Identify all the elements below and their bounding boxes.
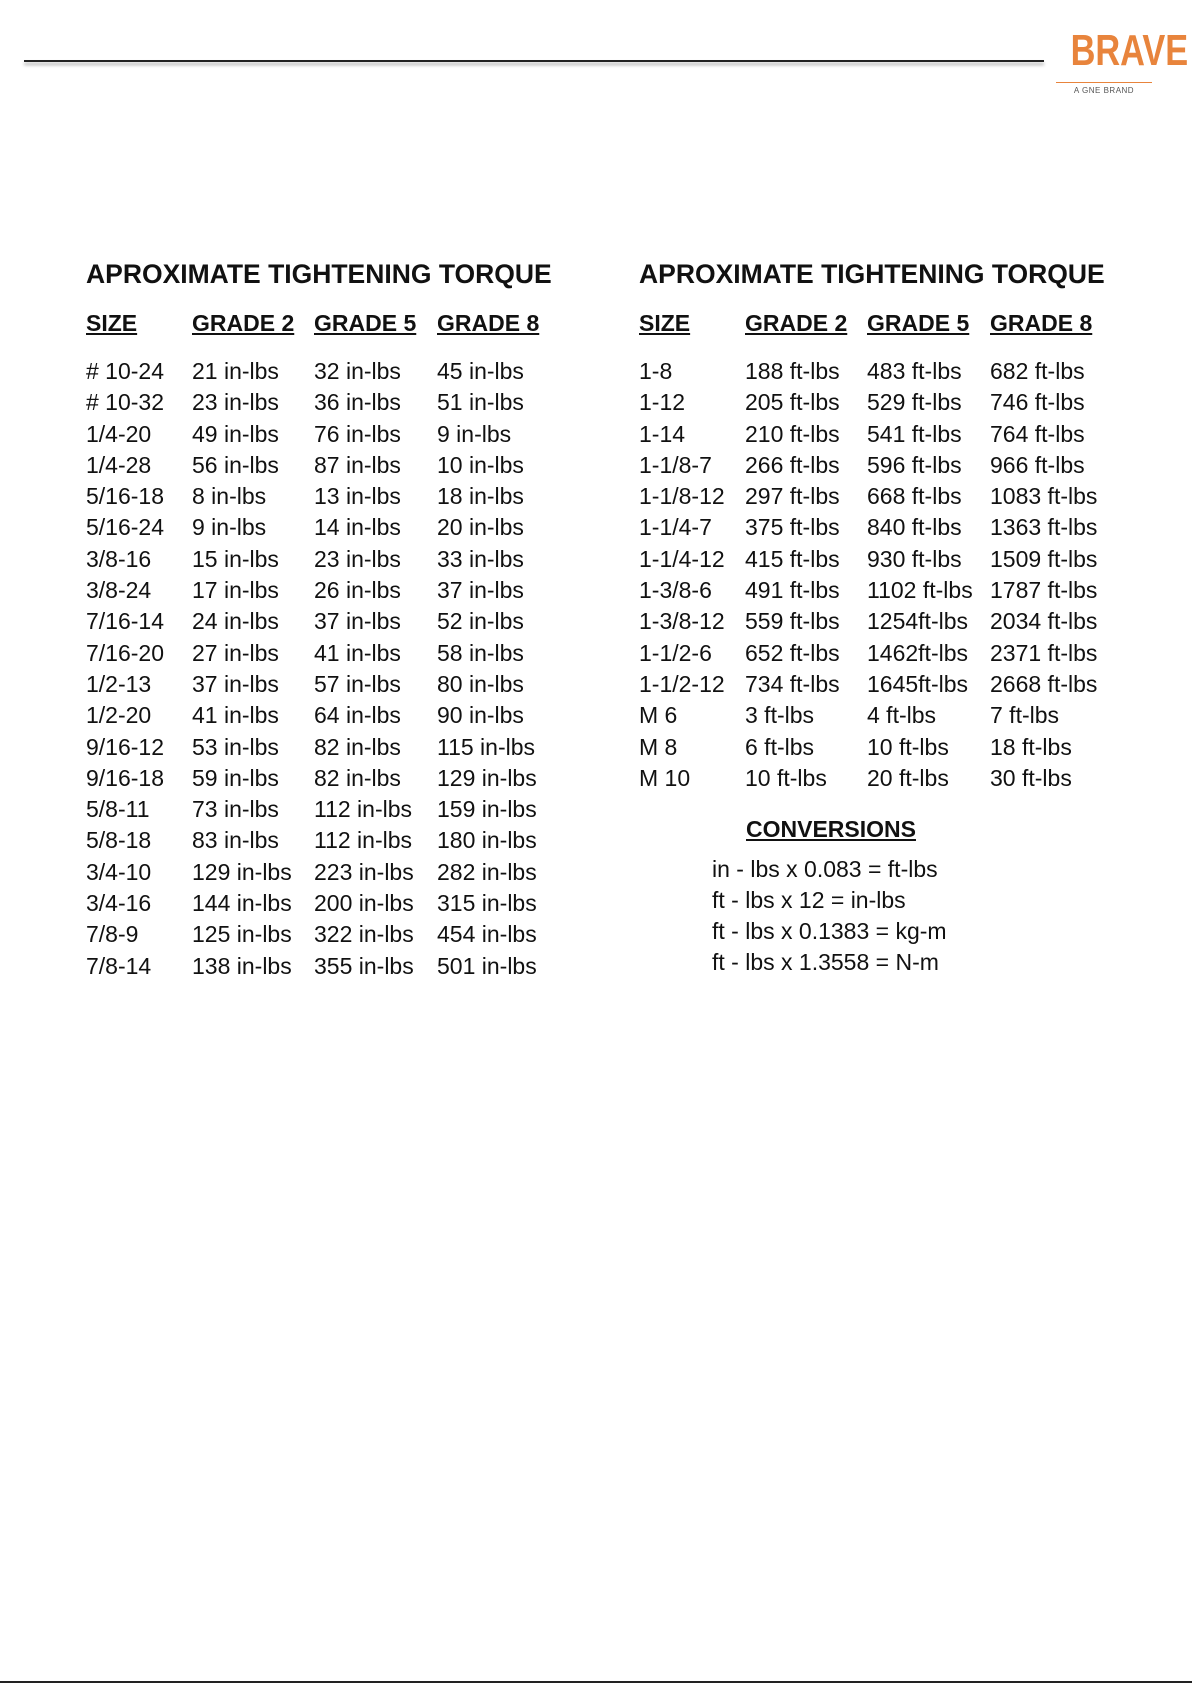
grade-2-cell: 23 in-lbs [192, 389, 279, 416]
grade-8-cell: 115 in-lbs [437, 733, 536, 760]
grade-5-cell: 26 in-lbs [314, 577, 401, 604]
table-row [86, 919, 555, 950]
grade-8-cell: 30 ft-lbs [990, 764, 1072, 791]
grade-5-cell: 541 ft-lbs [867, 420, 962, 447]
size-cell: 1-1/8-7 [639, 451, 712, 478]
grade-2-cell: 41 in-lbs [192, 702, 279, 729]
grade-8-cell: 2034 ft-lbs [990, 608, 1098, 635]
table-spacer-cell [639, 340, 1108, 356]
size-cell: 5/16-24 [86, 514, 165, 541]
grade-2-cell: 15 in-lbs [192, 545, 279, 572]
grade-2-cell: 27 in-lbs [192, 639, 279, 666]
grade-2-cell: 491 ft-lbs [745, 577, 840, 604]
grade-2-cell: 37 in-lbs [192, 670, 279, 697]
grade-5-cell: 1645ft-lbs [867, 670, 969, 697]
table-row [86, 763, 555, 794]
grade-8-cell: 764 ft-lbs [990, 420, 1085, 447]
footer-rule [0, 1681, 1192, 1683]
grade-8-cell: 746 ft-lbs [990, 389, 1085, 416]
conversion-formulas [712, 854, 947, 978]
table-row [86, 951, 555, 982]
grade-8-cell: 58 in-lbs [437, 639, 524, 666]
grade-2-cell: 297 ft-lbs [745, 483, 840, 510]
grade-8-cell: 1083 ft-lbs [990, 483, 1098, 510]
table-row [86, 419, 555, 450]
table-body-right [639, 340, 1108, 794]
size-cell: 5/8-18 [86, 827, 152, 854]
grade-2-cell: 129 in-lbs [192, 858, 292, 885]
table-row [639, 512, 1108, 543]
column-header-grade-2: GRADE 2 [745, 310, 848, 336]
size-cell: 1-3/8-6 [639, 577, 712, 604]
table-row [86, 669, 555, 700]
grade-8-cell: 129 in-lbs [437, 764, 537, 791]
size-cell: 1-1/4-7 [639, 514, 712, 541]
grade-5-cell: 668 ft-lbs [867, 483, 962, 510]
grade-8-cell: 1787 ft-lbs [990, 577, 1098, 604]
grade-2-cell: 210 ft-lbs [745, 420, 840, 447]
table-row [639, 669, 1108, 700]
grade-5-cell: 596 ft-lbs [867, 451, 962, 478]
table-row [86, 888, 555, 919]
table-row [639, 481, 1108, 512]
column-header-grade-5: GRADE 5 [314, 310, 417, 336]
grade-5-cell: 112 in-lbs [314, 827, 413, 854]
grade-5-cell: 64 in-lbs [314, 702, 401, 729]
grade-5-cell: 87 in-lbs [314, 451, 401, 478]
section-title-right: APROXIMATE TIGHTENING TORQUE [639, 259, 1105, 289]
torque-table-right [639, 306, 1108, 794]
size-cell: M 10 [639, 764, 691, 791]
table-spacer-row [639, 340, 1108, 356]
table-row [86, 794, 555, 825]
table-header-row [86, 306, 555, 340]
column-header-grade-8: GRADE 8 [437, 310, 540, 336]
size-cell: 1-3/8-12 [639, 608, 725, 635]
column-header-size: SIZE [86, 310, 138, 336]
grade-2-cell: 125 in-lbs [192, 921, 292, 948]
size-cell: # 10-32 [86, 389, 165, 416]
table-row [86, 638, 555, 669]
logo-divider [1056, 82, 1152, 83]
grade-2-cell: 415 ft-lbs [745, 545, 840, 572]
grade-5-cell: 4 ft-lbs [867, 702, 937, 729]
grade-8-cell: 7 ft-lbs [990, 702, 1060, 729]
grade-2-cell: 49 in-lbs [192, 420, 279, 447]
table-row [86, 606, 555, 637]
table-row [639, 575, 1108, 606]
conversion-formula: ft - lbs x 12 = in-lbs [712, 887, 906, 913]
grade-5-cell: 82 in-lbs [314, 764, 401, 791]
size-cell: 1-8 [639, 358, 673, 384]
grade-5-cell: 1254ft-lbs [867, 608, 969, 635]
grade-5-cell: 840 ft-lbs [867, 514, 962, 541]
grade-2-cell: 17 in-lbs [192, 577, 279, 604]
grade-5-cell: 41 in-lbs [314, 639, 401, 666]
size-cell: M 8 [639, 733, 678, 760]
grade-2-cell: 24 in-lbs [192, 608, 279, 635]
grade-5-cell: 36 in-lbs [314, 389, 401, 416]
logo-tagline: A GNE BRAND [1073, 86, 1135, 95]
grade-5-cell: 1102 ft-lbs [867, 577, 973, 604]
size-cell: 3/4-10 [86, 858, 152, 885]
grade-8-cell: 52 in-lbs [437, 608, 524, 635]
grade-8-cell: 51 in-lbs [437, 389, 524, 416]
grade-2-cell: 9 in-lbs [192, 514, 267, 541]
table-row [86, 512, 555, 543]
grade-2-cell: 53 in-lbs [192, 733, 279, 760]
conversions-title: CONVERSIONS [746, 816, 916, 842]
grade-8-cell: 282 in-lbs [437, 858, 537, 885]
grade-8-cell: 37 in-lbs [437, 577, 524, 604]
table-row [639, 450, 1108, 481]
size-cell: 7/16-14 [86, 608, 165, 635]
grade-2-cell: 652 ft-lbs [745, 639, 840, 666]
torque-table-left [86, 306, 555, 982]
column-header-grade-2: GRADE 2 [192, 310, 295, 336]
table-row [86, 732, 555, 763]
grade-8-cell: 159 in-lbs [437, 796, 537, 823]
table-spacer-row [86, 340, 555, 356]
grade-2-cell: 83 in-lbs [192, 827, 279, 854]
grade-8-cell: 454 in-lbs [437, 921, 537, 948]
size-cell: 1/2-20 [86, 702, 152, 729]
size-cell: 1/4-28 [86, 451, 152, 478]
grade-5-cell: 930 ft-lbs [867, 545, 962, 572]
size-cell: 9/16-12 [86, 733, 165, 760]
grade-2-cell: 73 in-lbs [192, 796, 279, 823]
grade-8-cell: 18 in-lbs [437, 483, 524, 510]
torque-section-left [86, 258, 555, 982]
grade-8-cell: 1509 ft-lbs [990, 545, 1098, 572]
grade-2-cell: 144 in-lbs [192, 890, 292, 917]
grade-8-cell: 2371 ft-lbs [990, 639, 1098, 666]
grade-5-cell: 322 in-lbs [314, 921, 414, 948]
column-header-grade-8: GRADE 8 [990, 310, 1093, 336]
table-row [86, 825, 555, 856]
grade-8-cell: 180 in-lbs [437, 827, 537, 854]
grade-2-cell: 188 ft-lbs [745, 358, 840, 384]
grade-2-cell: 59 in-lbs [192, 764, 279, 791]
size-cell: 7/8-14 [86, 952, 152, 979]
table-row [86, 450, 555, 481]
conversions-block [712, 812, 947, 978]
grade-8-cell: 9 in-lbs [437, 420, 512, 447]
grade-8-cell: 45 in-lbs [437, 358, 524, 384]
table-row [639, 387, 1108, 418]
size-cell: 1-1/2-12 [639, 670, 725, 697]
grade-8-cell: 2668 ft-lbs [990, 670, 1098, 697]
size-cell: 1/2-13 [86, 670, 152, 697]
column-header-size: SIZE [639, 310, 691, 336]
grade-5-cell: 76 in-lbs [314, 420, 401, 447]
grade-5-cell: 200 in-lbs [314, 890, 414, 917]
table-row [86, 481, 555, 512]
logo-wordmark: BRAVE [1070, 26, 1189, 75]
grade-5-cell: 57 in-lbs [314, 670, 401, 697]
conversion-formula: ft - lbs x 0.1383 = kg-m [712, 918, 947, 944]
grade-2-cell: 734 ft-lbs [745, 670, 840, 697]
grade-8-cell: 90 in-lbs [437, 702, 524, 729]
grade-8-cell: 1363 ft-lbs [990, 514, 1098, 541]
grade-8-cell: 18 ft-lbs [990, 733, 1072, 760]
grade-2-cell: 266 ft-lbs [745, 451, 840, 478]
grade-5-cell: 23 in-lbs [314, 545, 401, 572]
size-cell: 5/8-11 [86, 796, 150, 823]
table-body-left [86, 340, 555, 982]
grade-2-cell: 205 ft-lbs [745, 389, 840, 416]
grade-8-cell: 501 in-lbs [437, 952, 537, 979]
size-cell: 5/16-18 [86, 483, 165, 510]
grade-2-cell: 10 ft-lbs [745, 764, 827, 791]
grade-8-cell: 80 in-lbs [437, 670, 524, 697]
table-spacer-cell [86, 340, 555, 356]
size-cell: 1-1/2-6 [639, 639, 712, 666]
size-cell: 1/4-20 [86, 420, 152, 447]
grade-2-cell: 21 in-lbs [192, 358, 279, 384]
grade-5-cell: 529 ft-lbs [867, 389, 962, 416]
grade-2-cell: 6 ft-lbs [745, 733, 815, 760]
size-cell: 1-1/8-12 [639, 483, 725, 510]
torque-section-right [639, 258, 1108, 794]
table-row [639, 732, 1108, 763]
table-header-row [639, 306, 1108, 340]
table-row [86, 387, 555, 418]
grade-5-cell: 82 in-lbs [314, 733, 401, 760]
grade-5-cell: 20 ft-lbs [867, 764, 949, 791]
size-cell: M 6 [639, 702, 678, 729]
column-header-grade-5: GRADE 5 [867, 310, 970, 336]
grade-8-cell: 315 in-lbs [437, 890, 537, 917]
grade-5-cell: 223 in-lbs [314, 858, 414, 885]
grade-2-cell: 56 in-lbs [192, 451, 279, 478]
size-cell: 1-14 [639, 420, 686, 447]
table-row [639, 606, 1108, 637]
table-row [86, 544, 555, 575]
size-cell: 7/8-9 [86, 921, 139, 948]
grade-2-cell: 375 ft-lbs [745, 514, 840, 541]
grade-2-cell: 559 ft-lbs [745, 608, 840, 635]
grade-2-cell: 8 in-lbs [192, 483, 267, 510]
table-row [86, 700, 555, 731]
grade-5-cell: 14 in-lbs [314, 514, 401, 541]
size-cell: # 10-24 [86, 358, 165, 384]
grade-8-cell: 682 ft-lbs [990, 358, 1085, 384]
size-cell: 3/4-16 [86, 890, 152, 917]
table-row [639, 638, 1108, 669]
brand-logo [1054, 22, 1189, 96]
size-cell: 3/8-16 [86, 545, 152, 572]
size-cell: 9/16-18 [86, 764, 165, 791]
grade-5-cell: 10 ft-lbs [867, 733, 949, 760]
grade-5-cell: 355 in-lbs [314, 952, 414, 979]
grade-5-cell: 112 in-lbs [314, 796, 413, 823]
section-title-left: APROXIMATE TIGHTENING TORQUE [86, 259, 552, 289]
grade-5-cell: 32 in-lbs [314, 358, 401, 384]
grade-5-cell: 1462ft-lbs [867, 639, 969, 666]
table-row [86, 356, 555, 387]
table-row [639, 763, 1108, 794]
size-cell: 1-1/4-12 [639, 545, 725, 572]
grade-5-cell: 13 in-lbs [314, 483, 401, 510]
table-row [86, 857, 555, 888]
table-row [639, 356, 1108, 387]
grade-5-cell: 483 ft-lbs [867, 358, 962, 384]
grade-5-cell: 37 in-lbs [314, 608, 401, 635]
conversion-formula: in - lbs x 0.083 = ft-lbs [712, 856, 938, 882]
grade-2-cell: 3 ft-lbs [745, 702, 815, 729]
grade-8-cell: 33 in-lbs [437, 545, 524, 572]
grade-2-cell: 138 in-lbs [192, 952, 292, 979]
size-cell: 7/16-20 [86, 639, 165, 666]
table-row [86, 575, 555, 606]
size-cell: 1-12 [639, 389, 686, 416]
table-row [639, 544, 1108, 575]
grade-8-cell: 966 ft-lbs [990, 451, 1085, 478]
header-rule [24, 60, 1044, 62]
table-row [639, 419, 1108, 450]
size-cell: 3/8-24 [86, 577, 152, 604]
conversion-formula: ft - lbs x 1.3558 = N-m [712, 949, 939, 975]
grade-8-cell: 10 in-lbs [437, 451, 524, 478]
table-row [639, 700, 1108, 731]
grade-8-cell: 20 in-lbs [437, 514, 524, 541]
